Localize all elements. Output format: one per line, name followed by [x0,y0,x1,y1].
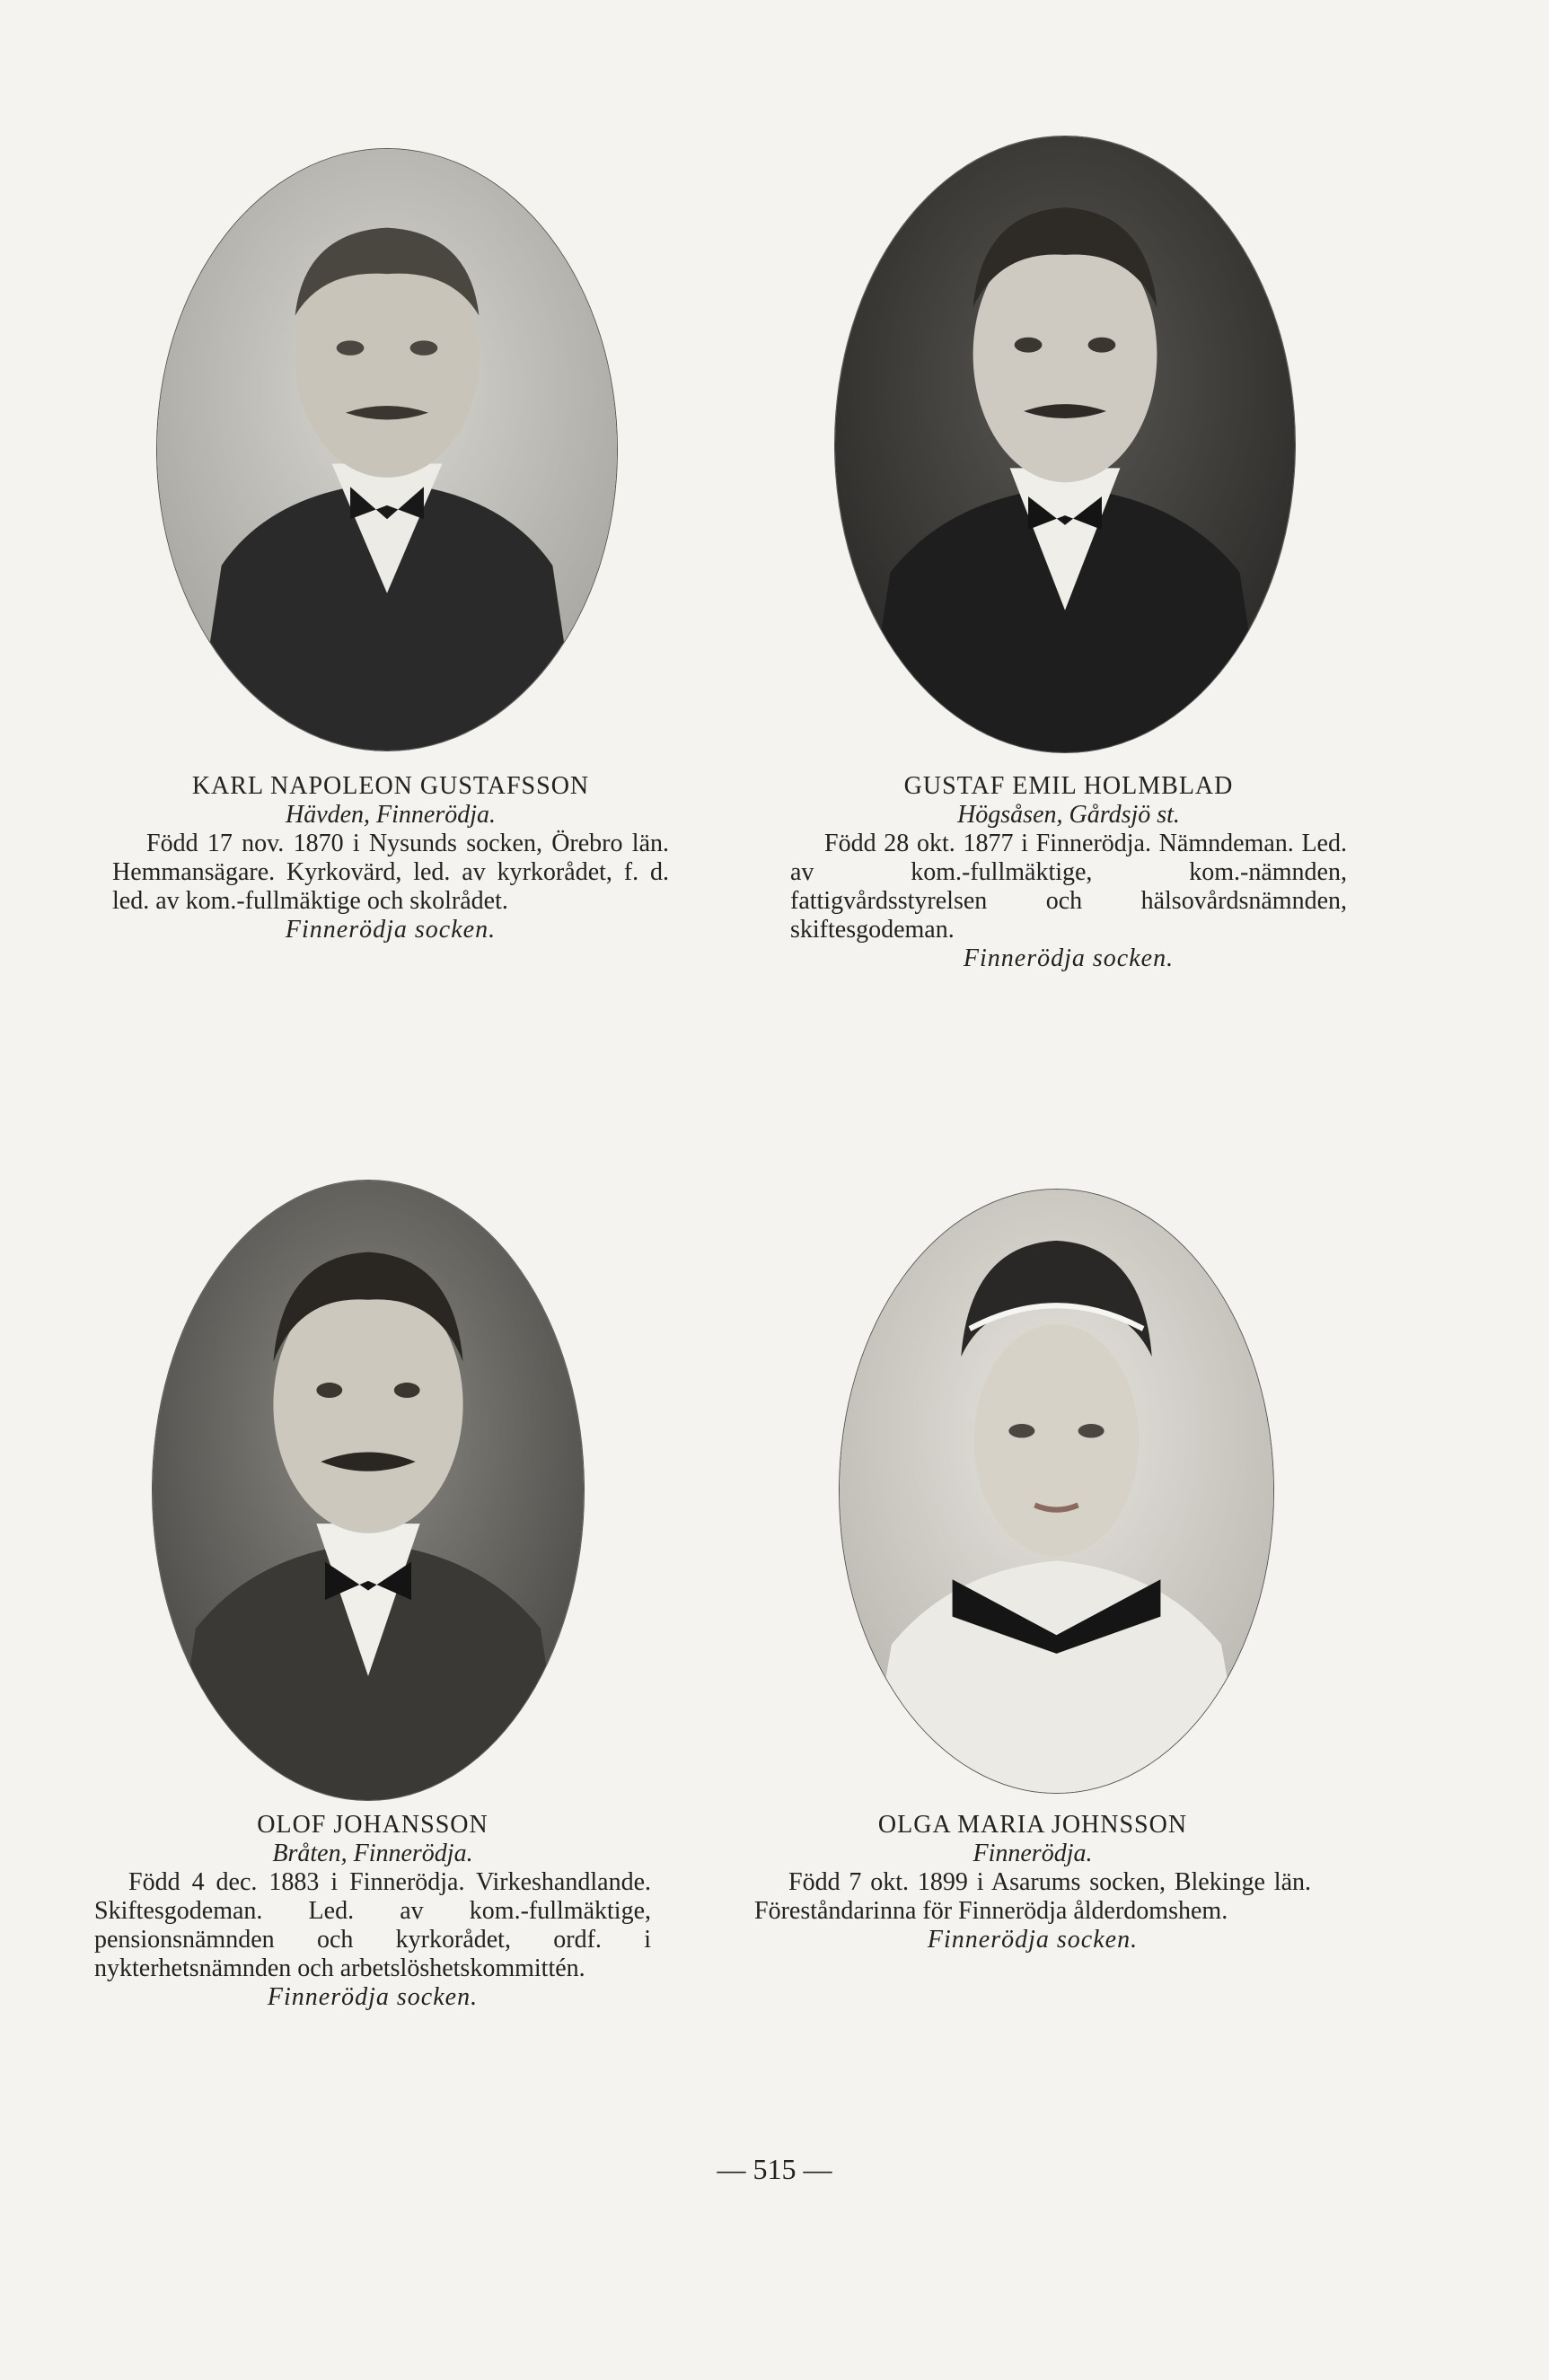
entry-caption [112,772,669,944]
person-name: KARL NAPOLEON GUSTAFSSON [191,772,590,800]
person-residence: Bråten, Finnerödja. [272,1840,473,1867]
person-name: OLOF JOHANSSON [257,1811,488,1839]
parish-name: Finnerödja socken. [267,1983,479,2011]
parish-name: Finnerödja socken. [285,916,497,944]
entry-caption [790,772,1347,973]
portrait-olga-maria-johnsson [840,1190,1273,1793]
person-residence: Högsåsen, Gårdsjö st. [957,801,1180,829]
parish-name: Finnerödja socken. [963,944,1175,972]
parish-name: Finnerödja socken. [927,1926,1139,1954]
entry-caption [754,1811,1311,1954]
page-number: — 515 — [717,2153,832,2185]
portrait-gustaf-emil-holmblad [835,136,1295,752]
person-residence: Finnerödja. [973,1840,1093,1867]
person-name: OLGA MARIA JOHNSSON [877,1811,1188,1839]
portrait-karl-napoleon-gustafsson [157,149,617,751]
person-biography: Född 7 okt. 1899 i Asarums socken, Blekinge län. Föreståndarinna för Finnerödja ålderdomshem. [754,1868,1311,1925]
person-biography: Född 28 okt. 1877 i Finnerödja. Nämndeman. Led. av kom.-fullmäktige, kom.-nämnden, fattigvårdsstyrelsen och hälsovårdsnämnden, skiftesgodeman. [790,830,1347,944]
person-biography: Född 17 nov. 1870 i Nysunds socken, Örebro län. Hemmansägare. Kyrkovärd, led. av kyrkorådet, f. d. led. av kom.-fullmäktige och skolrådet. [112,830,669,915]
portrait-olof-johansson [153,1181,584,1800]
person-name: GUSTAF EMIL HOLMBLAD [903,772,1234,800]
entry-caption [94,1811,651,2012]
person-biography: Född 4 dec. 1883 i Finnerödja. Virkeshandlande. Skiftesgodeman. Led. av kom.-fullmäktige, pensionsnämnden och kyrkorådet, ordf. i nykterhetsnämnden och arbetslöshetskommittén. [94,1868,651,1982]
person-residence: Hävden, Finnerödja. [285,801,497,829]
